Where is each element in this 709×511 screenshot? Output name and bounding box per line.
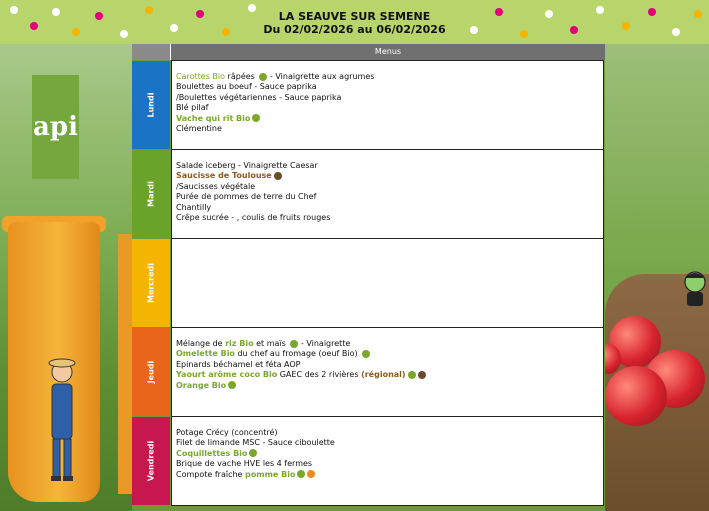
menu-text: - Vinaigrette bbox=[298, 339, 351, 348]
menu-line: /Saucisses végétale bbox=[176, 181, 256, 191]
menu-cell-mercredi bbox=[171, 238, 604, 328]
menu-line bbox=[176, 349, 599, 359]
day-name: Mardi bbox=[146, 181, 156, 207]
polka-dot-banner bbox=[0, 0, 709, 44]
menu-text: GAEC des 2 rivières bbox=[277, 370, 362, 380]
bio-item: Orange Bio bbox=[176, 380, 227, 390]
bio-leaf-icon bbox=[228, 381, 236, 389]
menu-line bbox=[176, 449, 599, 459]
menu-line: Chantilly bbox=[176, 202, 212, 212]
bio-leaf-icon bbox=[297, 470, 305, 478]
menu-table-header bbox=[132, 44, 605, 60]
regional-icon bbox=[274, 172, 282, 180]
fresh-fruit-icon bbox=[307, 470, 315, 478]
second-boot-illustration bbox=[118, 234, 132, 494]
right-decoration bbox=[605, 44, 709, 511]
bio-item: riz Bio bbox=[225, 339, 254, 348]
menu-cell-vendredi bbox=[171, 416, 604, 506]
day-label-lundi bbox=[132, 61, 170, 149]
bio-item: Omelette Bio bbox=[176, 349, 235, 359]
day-name: Mercredi bbox=[146, 263, 156, 303]
menu-cell-jeudi bbox=[171, 327, 604, 417]
menu-text: râpées bbox=[225, 72, 258, 81]
menu-line bbox=[176, 370, 599, 380]
bio-leaf-icon bbox=[408, 371, 416, 379]
date-range: Du 02/02/2026 au 06/02/2026 bbox=[263, 23, 446, 36]
day-name: Lundi bbox=[146, 92, 156, 118]
regional-icon bbox=[418, 371, 426, 379]
menu-line: Blé pilaf bbox=[176, 103, 209, 113]
menu-line: Boulettes au boeuf - Sauce paprika bbox=[176, 82, 317, 92]
menu-line bbox=[176, 72, 599, 82]
menu-line: Brique de vache HVE les 4 fermes bbox=[176, 459, 313, 469]
bio-item: Vache qui rit Bio bbox=[176, 113, 251, 123]
menu-text: Mélange de bbox=[176, 339, 226, 348]
bio-item: Yaourt arôme coco Bio bbox=[176, 370, 278, 380]
header-day-column bbox=[132, 44, 171, 60]
menu-cell-lundi bbox=[171, 60, 604, 150]
menu-line bbox=[176, 381, 599, 391]
menu-text: - Vinaigrette aux agrumes bbox=[267, 72, 375, 81]
day-label-vendredi bbox=[132, 417, 170, 505]
menu-line: Epinards béchamel et féta AOP bbox=[176, 359, 301, 369]
bio-leaf-icon bbox=[362, 350, 370, 358]
bio-leaf-icon bbox=[252, 114, 260, 122]
menu-line: Purée de pommes de terre du Chef bbox=[176, 192, 317, 202]
menu-line: Crêpe sucrée - , coulis de fruits rouges bbox=[176, 213, 331, 223]
menus-column-label: Menus bbox=[374, 47, 402, 56]
left-decoration bbox=[0, 44, 132, 511]
apple-illustration bbox=[605, 366, 667, 426]
school-name: LA SEAUVE SUR SEMENE bbox=[278, 10, 431, 23]
api-logo: api bbox=[32, 75, 79, 179]
menu-line: Clémentine bbox=[176, 124, 222, 134]
bio-item: Carottes Bio bbox=[176, 72, 226, 81]
menu-line: Potage Crécy (concentré) bbox=[176, 428, 278, 437]
menu-line: Salade iceberg - Vinaigrette Caesar bbox=[176, 161, 318, 170]
gardener-child-illustration bbox=[42, 354, 82, 484]
menu-line bbox=[176, 171, 599, 181]
day-label-jeudi bbox=[132, 328, 170, 416]
menu-cell-mardi bbox=[171, 149, 604, 239]
day-name: Vendredi bbox=[146, 440, 156, 482]
menu-text: du chef au fromage (oeuf Bio) bbox=[234, 349, 361, 359]
day-label-mercredi bbox=[132, 239, 170, 327]
menu-text: Compote fraîche bbox=[176, 469, 246, 479]
bio-item: Coquillettes Bio bbox=[176, 448, 248, 458]
day-label-mardi bbox=[132, 150, 170, 238]
cartoon-character-illustration bbox=[681, 270, 709, 306]
menu-text: et maïs bbox=[253, 339, 289, 348]
menu-line bbox=[176, 339, 599, 349]
regional-item: Saucisse de Toulouse bbox=[176, 171, 272, 181]
menu-line bbox=[176, 114, 599, 124]
day-name: Jeudi bbox=[146, 360, 156, 384]
bio-leaf-icon bbox=[249, 449, 257, 457]
regional-tag: (régional) bbox=[361, 370, 406, 380]
bio-item: pomme Bio bbox=[245, 469, 296, 479]
menu-line: /Boulettes végétariennes - Sauce paprika bbox=[176, 92, 342, 102]
page-title bbox=[0, 10, 709, 36]
menu-line bbox=[176, 470, 599, 480]
menu-line: Filet de limande MSC - Sauce ciboulette bbox=[176, 438, 335, 448]
